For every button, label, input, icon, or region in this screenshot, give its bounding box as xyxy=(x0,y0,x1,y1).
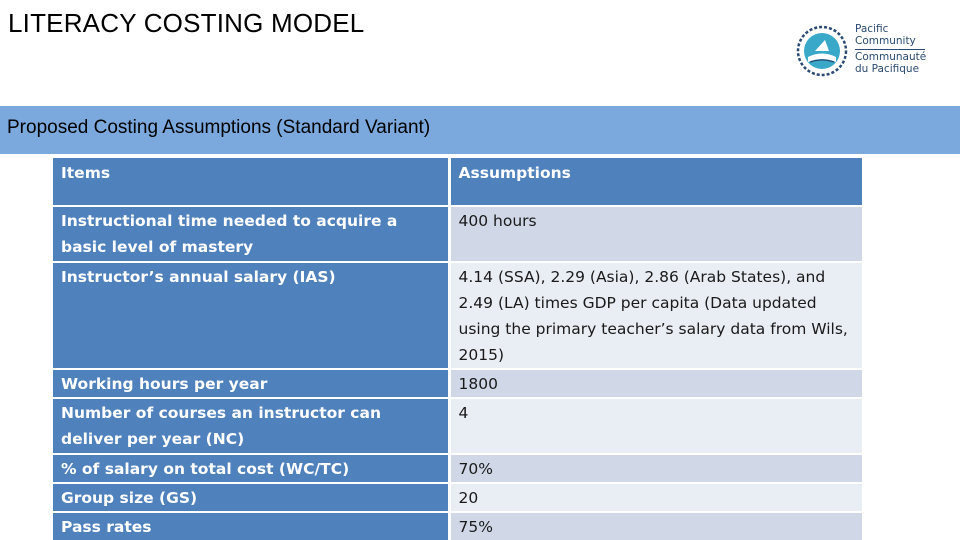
logo-line-communaute: Communauté xyxy=(855,51,927,63)
cell-assumption: 4 xyxy=(449,398,862,454)
cell-item: Number of courses an instructor can deliver per year (NC) xyxy=(53,398,449,454)
cell-item: Instructor’s annual salary (IAS) xyxy=(53,262,449,369)
cell-assumption: 1800 xyxy=(449,369,862,398)
cell-assumption: 70% xyxy=(449,454,862,483)
table-row xyxy=(53,454,862,483)
table-row xyxy=(53,512,862,540)
assumptions-table xyxy=(53,158,862,540)
logo-line-community: Community xyxy=(855,34,916,47)
cell-assumption: 4.14 (SSA), 2.29 (Asia), 2.86 (Arab States), and 2.49 (LA) times GDP per capita (Data updated using the primary teacher’s salary data from Wils, 2015) xyxy=(449,262,862,369)
cell-assumption: 400 hours xyxy=(449,206,862,262)
logo-divider xyxy=(855,49,925,50)
pacific-community-emblem-icon xyxy=(795,24,849,78)
cell-item: Pass rates xyxy=(53,512,449,540)
cell-item: Group size (GS) xyxy=(53,483,449,512)
slide-subtitle: Proposed Costing Assumptions (Standard Variant) xyxy=(7,117,431,138)
cell-item: Instructional time needed to acquire a basic level of mastery xyxy=(53,206,449,262)
table-row xyxy=(53,206,862,262)
pacific-community-logo xyxy=(795,22,935,82)
table-row xyxy=(53,398,862,454)
logo-text xyxy=(855,24,926,75)
cell-assumption: 75% xyxy=(449,512,862,540)
header-items: Items xyxy=(53,158,449,206)
logo-line-pacific: Pacific xyxy=(855,23,889,35)
table-row xyxy=(53,262,862,369)
cell-assumption: 20 xyxy=(449,483,862,512)
cell-item: % of salary on total cost (WC/TC) xyxy=(53,454,449,483)
cell-item: Working hours per year xyxy=(53,369,449,398)
logo-line-du-pacifique: du Pacifique xyxy=(855,62,920,75)
slide-title: LITERACY COSTING MODEL xyxy=(8,8,365,38)
table-row xyxy=(53,369,862,398)
subtitle-band xyxy=(0,106,960,154)
table-header-row xyxy=(53,158,862,206)
header-assumptions: Assumptions xyxy=(449,158,862,206)
table-row xyxy=(53,483,862,512)
